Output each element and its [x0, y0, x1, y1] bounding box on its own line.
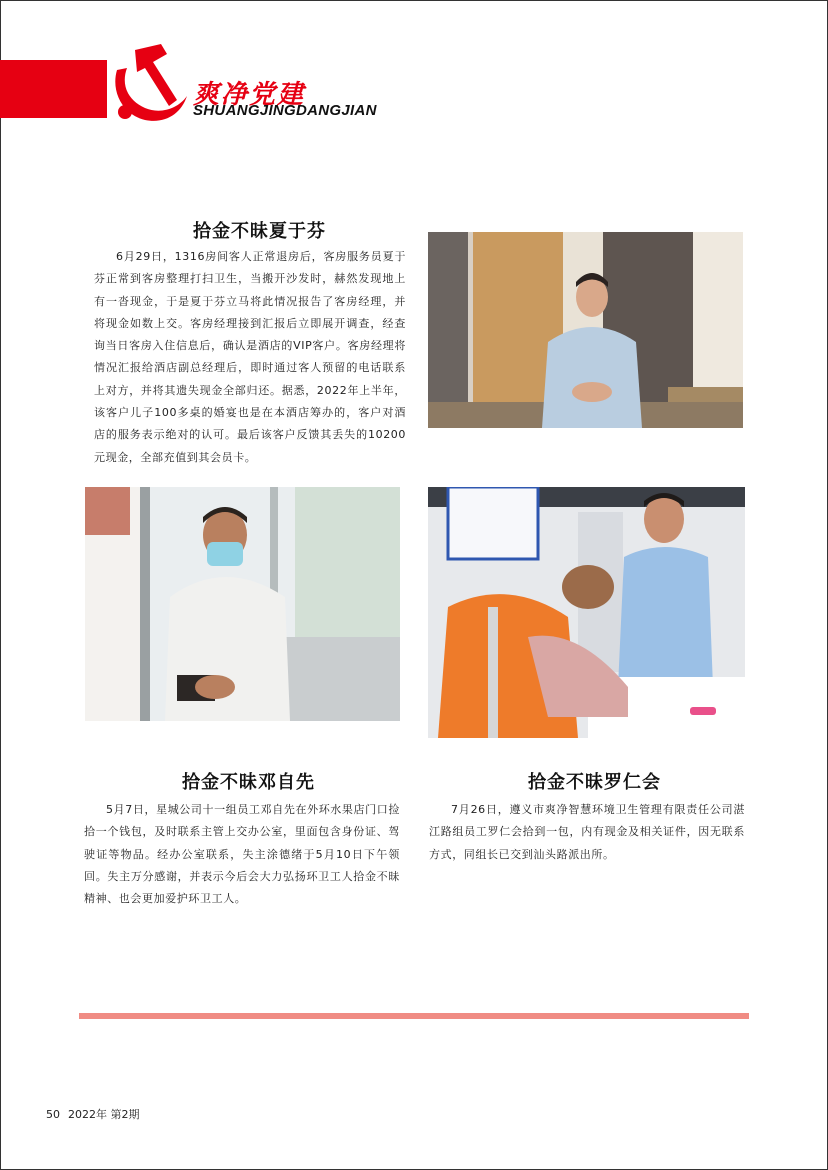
- article-2-body: [84, 799, 400, 910]
- article-1-body: [94, 246, 406, 469]
- hammer-sickle-icon: [103, 40, 189, 126]
- folio: [46, 1106, 148, 1122]
- footer-divider: [79, 1013, 749, 1019]
- article-3-paragraph: 7月26日，遵义市爽净智慧环境卫生管理有限责任公司湛江路组员工罗仁会拾到一包，内有现金及相关证件，因无联系方式，同组长已交到汕头路派出所。: [429, 803, 745, 861]
- header-red-bar: [0, 60, 107, 118]
- photo-worker-wallet: [85, 487, 400, 721]
- article-1-title: 拾金不昧夏于芬: [193, 221, 326, 242]
- article-3-title: 拾金不昧罗仁会: [528, 772, 661, 793]
- photo-hotel-staff: [428, 232, 743, 428]
- article-3-body: [429, 799, 745, 866]
- page-number: 50: [46, 1108, 60, 1121]
- article-2-title: 拾金不昧邓自先: [182, 772, 315, 793]
- issue-label: 2022年 第2期: [68, 1108, 140, 1121]
- article-2-paragraph: 5月7日，星城公司十一组员工邓自先在外环水果店门口捡拾一个钱包，及时联系主管上交办公室，里面包含身份证、驾驶证等物品。经办公室联系，失主涂德绪于5月10日下午领回。失主万分感谢，并表示今后会大力弘扬环卫工人拾金不昧精神、也会更加爱护环卫工人。: [84, 803, 400, 906]
- brand-title: 爽净党建: [193, 80, 306, 110]
- photo-police-station: [428, 487, 745, 738]
- brand-subtitle: SHUANGJINGDANGJIAN: [193, 102, 377, 119]
- article-1-paragraph: 6月29日，1316房间客人正常退房后，客房服务员夏于芬正常到客房整理打扫卫生，当搬开沙发时，赫然发现地上有一沓现金，于是夏于芬立马将此情况报告了客房经理，并将现金如数上交。客房经理接到汇报后立即展开调查，经查询当日客房入住信息后，确认是酒店的VIP客户。客房经理将情况汇报给酒店副总经理后，即时通过客人预留的电话联系上对方，并将其遗失现金全部归还。据悉，2022年上半年，该客户儿子100多桌的婚宴也是在本酒店筹办的，客户对酒店的服务表示绝对的认可。最后该客户反馈其丢失的10200元现金，全部充值到其会员卡。: [94, 250, 406, 464]
